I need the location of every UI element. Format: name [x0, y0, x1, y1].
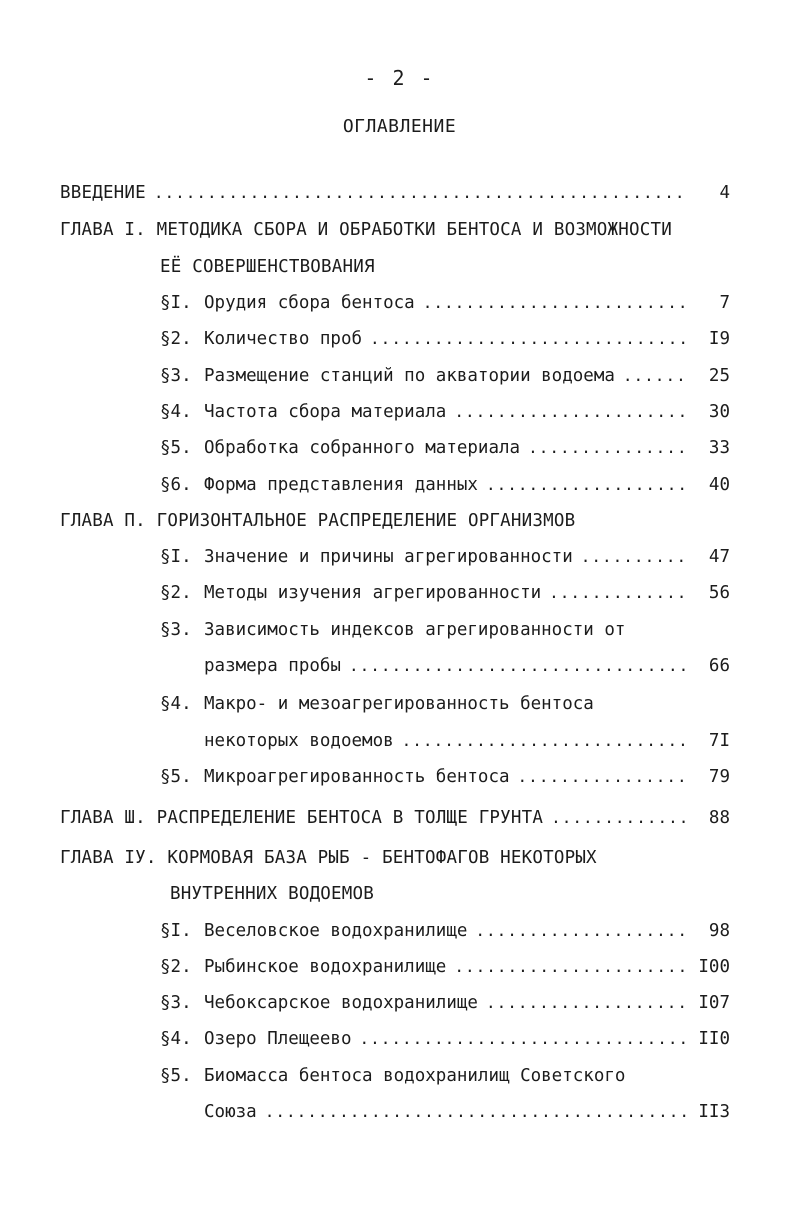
- section-title: Методы изучения агрегированности: [204, 583, 542, 603]
- section-number: §4.: [160, 694, 192, 714]
- dot-leader: [581, 544, 686, 570]
- section-title: Размещение станций по акватории водоема: [204, 366, 615, 386]
- chapter-2-heading: ГЛАВА П. ГОРИЗОНТАЛЬНОЕ РАСПРЕДЕЛЕНИЕ ОРГАНИЗМОВ: [60, 511, 576, 531]
- toc-entry-ch4-s4: [160, 1026, 730, 1052]
- section-number: §5.: [160, 1066, 192, 1086]
- toc-entry-page: 56: [708, 583, 730, 603]
- section-number: §2.: [160, 329, 192, 349]
- dot-leader: [349, 653, 686, 679]
- toc-entry-page: 30: [708, 402, 730, 422]
- toc-entry-label: [160, 954, 446, 980]
- toc-entry-page: 25: [708, 366, 730, 386]
- section-title: Частота сбора материала: [204, 402, 447, 422]
- section-number: §4.: [160, 402, 192, 422]
- section-number: §2.: [160, 583, 192, 603]
- dot-leader: [454, 399, 686, 425]
- toc-entry-page: II0: [698, 1029, 730, 1049]
- dot-leader: [402, 728, 686, 754]
- toc-entry-ch1-s2: [160, 326, 730, 352]
- section-title: Форма представления данных: [204, 475, 478, 495]
- dot-leader: [265, 1099, 686, 1125]
- toc-entry-page: 88: [708, 808, 730, 828]
- section-title: Зависимость индексов агрегированности от: [204, 620, 626, 640]
- section-number: §5.: [160, 438, 192, 458]
- toc-entry-label: [160, 990, 478, 1016]
- toc-entry-ch4-s2: [160, 954, 730, 980]
- toc-entry-ch2-s3-line1: [160, 617, 625, 643]
- dot-leader: [549, 580, 686, 606]
- section-title: Микроагрегированность бентоса: [204, 767, 510, 787]
- toc-entry-page: 4: [719, 183, 730, 203]
- toc-entry-label: [160, 290, 415, 316]
- toc-entry-ch4-s5-line1: [160, 1063, 625, 1089]
- toc-title: ОГЛАВЛЕНИЕ: [342, 116, 457, 137]
- section-number: §3.: [160, 620, 192, 640]
- toc-entry-ch2-s2: [160, 580, 730, 606]
- toc-entry-ch1-s5: [160, 435, 730, 461]
- toc-entry-ch2-s3-line2: [204, 653, 730, 679]
- dot-leader: [423, 290, 686, 316]
- dot-leader: [528, 435, 686, 461]
- section-title: Биомасса бентоса водохранилищ Советского: [204, 1066, 626, 1086]
- toc-entry-ch2-s4-line2: [204, 728, 730, 754]
- toc-entry-page: I9: [708, 329, 730, 349]
- toc-entry-label: [160, 363, 615, 389]
- toc-entry-label: [160, 399, 446, 425]
- toc-entry-ch2-s5: [160, 764, 730, 790]
- toc-entry-label: [160, 435, 520, 461]
- dot-leader: [360, 1026, 686, 1052]
- toc-entry-page: 33: [708, 438, 730, 458]
- dot-leader: [370, 326, 686, 352]
- section-title: Рыбинское водохранилище: [204, 957, 447, 977]
- section-number: §3.: [160, 366, 192, 386]
- section-number: §6.: [160, 475, 192, 495]
- toc-entry-label: [160, 326, 362, 352]
- dot-leader: [454, 954, 686, 980]
- section-title: Веселовское водохранилище: [204, 921, 468, 941]
- toc-entry-page: II3: [698, 1102, 730, 1122]
- section-title: Обработка собранного материала: [204, 438, 521, 458]
- section-title-cont: некоторых водоемов: [204, 731, 394, 751]
- toc-entry-page: 7: [719, 293, 730, 313]
- toc-entry-label: [160, 918, 467, 944]
- section-number: §I.: [160, 921, 192, 941]
- toc-entry-ch2-s1: [160, 544, 730, 570]
- section-title: Озеро Плещеево: [204, 1029, 352, 1049]
- toc-entry-label: [160, 1026, 352, 1052]
- toc-entry-ch1-s4: [160, 399, 730, 425]
- section-title: Количество проб: [204, 329, 363, 349]
- toc-entry-ch4-s1: [160, 918, 730, 944]
- toc-entry-ch2-s4-line1: [160, 691, 594, 717]
- toc-entry-label: [160, 544, 573, 570]
- dot-leader: [486, 990, 686, 1016]
- dot-leader: [154, 180, 686, 206]
- toc-entry-chapter-3: [60, 805, 730, 831]
- toc-entry-page: 66: [708, 656, 730, 676]
- section-title: Макро- и мезоагрегированность бентоса: [204, 694, 594, 714]
- page-number: - 2 -: [364, 66, 435, 90]
- section-title-cont: Союза: [204, 1102, 257, 1122]
- toc-entry-page: 79: [708, 767, 730, 787]
- dot-leader: [475, 918, 686, 944]
- section-number: §I.: [160, 547, 192, 567]
- toc-entry-ch1-s6: [160, 472, 730, 498]
- toc-entry-page: I07: [698, 993, 730, 1013]
- toc-entry-page: 40: [708, 475, 730, 495]
- dot-leader: [486, 472, 686, 498]
- toc-entry-ch4-s3: [160, 990, 730, 1016]
- toc-entry-ch1-s1: [160, 290, 730, 316]
- chapter-4-heading-cont: ВНУТРЕННИХ ВОДОЕМОВ: [170, 884, 374, 904]
- section-number: §4.: [160, 1029, 192, 1049]
- toc-entry-ch1-s3: [160, 363, 730, 389]
- section-number: §2.: [160, 957, 192, 977]
- chapter-3-heading: ГЛАВА Ш. РАСПРЕДЕЛЕНИЕ БЕНТОСА В ТОЛЩЕ ГРУНТА: [60, 808, 544, 828]
- toc-entry-page: 98: [708, 921, 730, 941]
- toc-entry-label: ВВЕДЕНИЕ: [60, 183, 146, 203]
- section-title: Значение и причины агрегированности: [204, 547, 573, 567]
- toc-entry-label: [160, 764, 510, 790]
- section-number: §3.: [160, 993, 192, 1013]
- toc-entry-page: 7I: [708, 731, 730, 751]
- toc-entry-page: 47: [708, 547, 730, 567]
- toc-entry-label: [160, 580, 541, 606]
- dot-leader: [623, 363, 686, 389]
- chapter-4-heading: ГЛАВА IУ. КОРМОВАЯ БАЗА РЫБ - БЕНТОФАГОВ НЕКОТОРЫХ: [60, 848, 597, 868]
- section-number: §5.: [160, 767, 192, 787]
- chapter-1-heading-cont: ЕЁ СОВЕРШЕНСТВОВАНИЯ: [160, 257, 375, 277]
- section-number: §I.: [160, 293, 192, 313]
- toc-entry-label: [160, 472, 478, 498]
- toc-entry-page: I00: [698, 957, 730, 977]
- dot-leader: [551, 805, 686, 831]
- section-title: Орудия сбора бентоса: [204, 293, 415, 313]
- section-title-cont: размера пробы: [204, 656, 341, 676]
- toc-entry-intro: [60, 180, 730, 206]
- toc-entry-ch4-s5-line2: [204, 1099, 730, 1125]
- section-title: Чебоксарское водохранилище: [204, 993, 478, 1013]
- dot-leader: [518, 764, 686, 790]
- chapter-1-heading: ГЛАВА I. МЕТОДИКА СБОРА И ОБРАБОТКИ БЕНТОСА И ВОЗМОЖНОСТИ: [60, 220, 672, 240]
